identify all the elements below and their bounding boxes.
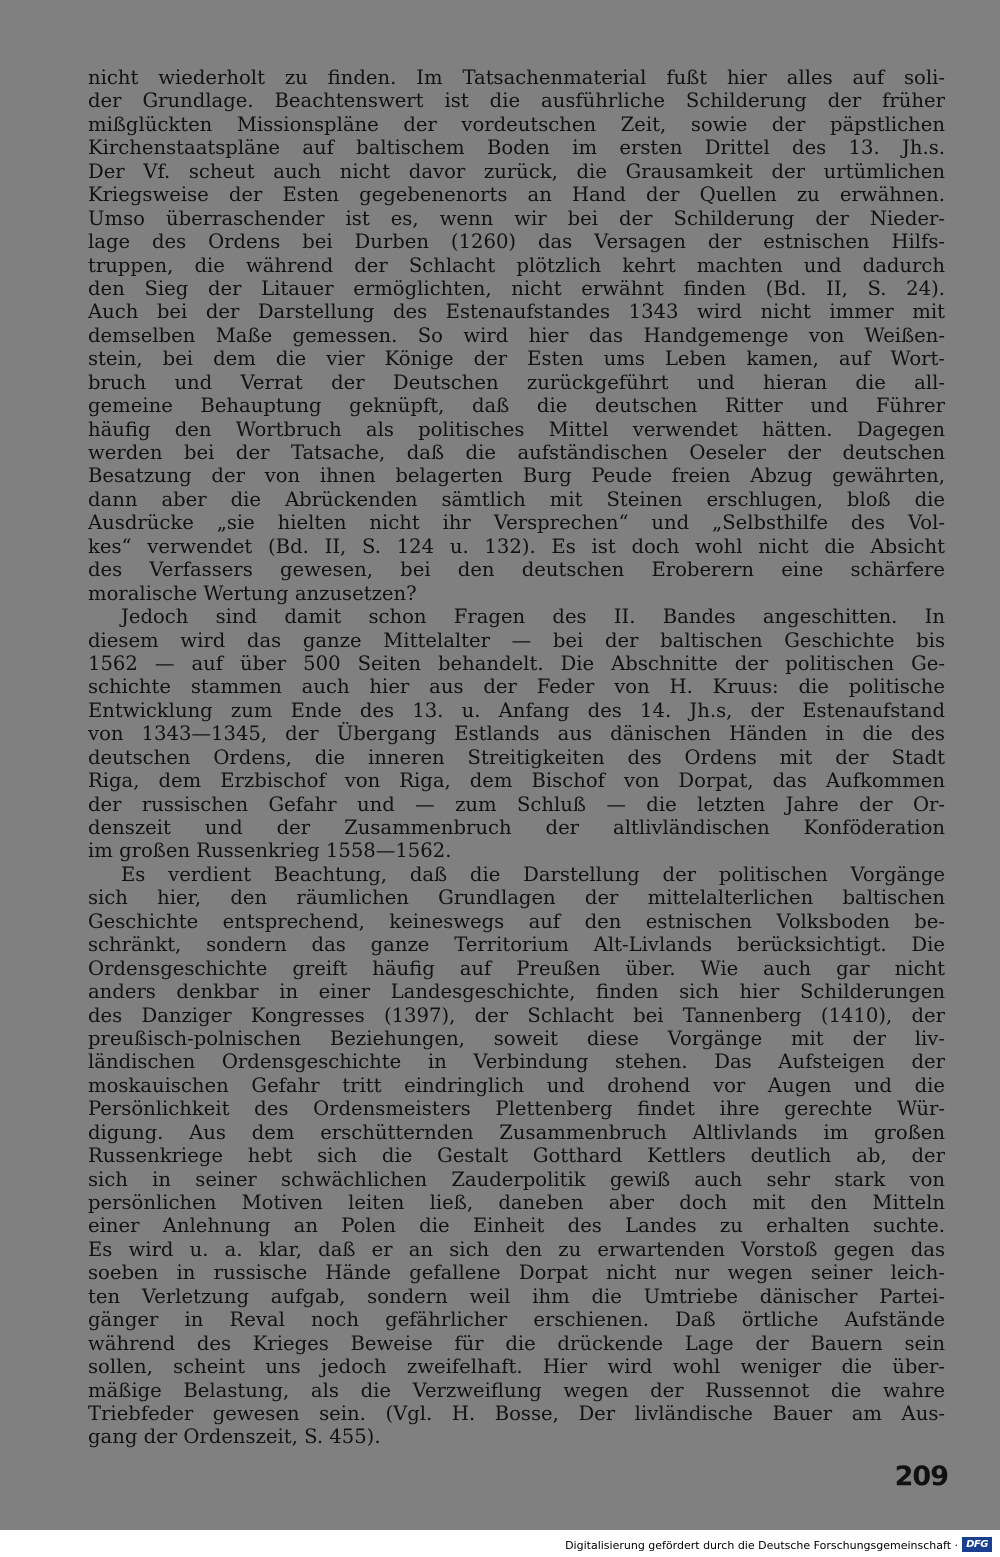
text-line: Der Vf. scheut auch nicht davor zurück, die Grausamkeit der urtümlichen (88, 159, 945, 183)
text-line: von 1343—1345, der Übergang Estlands aus dänischen Händen in die des (88, 722, 945, 746)
text-line: der Grundlage. Beachtenswert ist die ausführliche Schilderung der früher (88, 89, 945, 113)
text-line: Persönlichkeit des Ordensmeisters Plettenberg findet ihre gerechte Wür- (88, 1097, 945, 1121)
text-line: Ordensgeschichte greift häufig auf Preußen über. Wie auch gar nicht (88, 956, 945, 980)
text-line: preußisch-polnischen Beziehungen, soweit diese Vorgänge mit der liv- (88, 1026, 945, 1050)
text-line: ländischen Ordensgeschichte in Verbindung stehen. Das Aufsteigen der (88, 1050, 945, 1074)
text-line: sich in seiner schwächlichen Zauderpolitik gewiß auch sehr stark von (88, 1167, 945, 1191)
body-text (88, 66, 945, 1449)
text-line: moskauischen Gefahr tritt eindringlich und drohend vor Augen und die (88, 1073, 945, 1097)
text-line: moralische Wertung anzusetzen? (88, 581, 417, 605)
text-line: diesem wird das ganze Mittelalter — bei der baltischen Geschichte bis (88, 628, 945, 652)
text-line: nicht wiederholt zu finden. Im Tatsachenmaterial fußt hier alles auf soli- (88, 66, 945, 89)
dfg-logo-text: DFG (966, 1539, 988, 1550)
text-line: Russenkriege hebt sich die Gestalt Gotthard Kettlers deutlich ab, der (88, 1144, 945, 1168)
text-line: schichte stammen auch hier aus der Feder von H. Kruus: die politische (88, 675, 945, 699)
text-line: Kirchenstaatspläne auf baltischem Boden im ersten Drittel des 13. Jh.s. (88, 136, 945, 160)
text-line: lage des Ordens bei Durben (1260) das Versagen der estnischen Hilfs- (88, 230, 945, 254)
text-line: einer Anlehnung an Polen die Einheit des Landes zu erhalten suchte. (88, 1214, 945, 1238)
text-line: dann aber die Abrückenden sämtlich mit Steinen erschlugen, bloß die (88, 487, 945, 511)
dfg-logo (962, 1537, 992, 1552)
text-line: der russischen Gefahr und — zum Schluß — die letzten Jahre der Or- (88, 792, 945, 816)
footer-credit: Digitalisierung gefördert durch die Deutsche Forschungsgemeinschaft · (565, 1539, 958, 1552)
text-line: Geschichte entsprechend, keineswegs auf den estnischen Volksboden be- (88, 909, 945, 933)
text-line: gemeine Behauptung geknüpft, daß die deutschen Ritter und Führer (88, 394, 945, 418)
text-line: Es verdient Beachtung, daß die Darstellung der politischen Vorgänge (121, 862, 945, 886)
text-line: stein, bei dem die vier Könige der Esten ums Leben kamen, auf Wort- (88, 347, 945, 371)
text-line: sollen, scheint uns jedoch zweifelhaft. Hier wird wohl weniger die über- (88, 1355, 945, 1379)
text-line: persönlichen Motiven leiten ließ, daneben aber doch mit den Mitteln (88, 1191, 945, 1214)
text-line: häufig den Wortbruch als politisches Mittel verwendet hätten. Dagegen (88, 417, 945, 441)
text-line: bruch und Verrat der Deutschen zurückgeführt und hieran die all- (88, 370, 945, 394)
text-line: Besatzung der von ihnen belagerten Burg Peude freien Abzug gewährten, (88, 464, 945, 488)
text-line: Auch bei der Darstellung des Estenaufstandes 1343 wird nicht immer mit (88, 300, 945, 324)
text-line: demselben Maße gemessen. So wird hier das Handgemenge von Weißen- (88, 323, 945, 347)
text-line: anders denkbar in einer Landesgeschichte, finden sich hier Schilderungen (88, 980, 945, 1004)
text-line: des Verfassers gewesen, bei den deutschen Eroberern eine schärfere (88, 558, 945, 582)
text-line: werden bei der Tatsache, daß die aufständischen Oeseler der deutschen (88, 441, 945, 464)
text-line: gänger in Reval noch gefährlicher erschienen. Daß örtliche Aufstände (88, 1308, 945, 1332)
text-line: deutschen Ordens, die inneren Streitigkeiten des Ordens mit der Stadt (88, 745, 945, 769)
text-line: soeben in russische Hände gefallene Dorpat nicht nur wegen seiner leich- (88, 1261, 945, 1285)
text-line: Ausdrücke „sie hielten nicht ihr Versprechen“ und „Selbsthilfe des Vol- (88, 511, 945, 535)
text-line: schränkt, sondern das ganze Territorium Alt-Livlands berücksichtigt. Die (88, 933, 945, 957)
text-line: Riga, dem Erzbischof von Riga, dem Bischof von Dorpat, das Aufkommen (88, 769, 945, 793)
text-line: kes“ verwendet (Bd. II, S. 124 u. 132). Es ist doch wohl nicht die Absicht (88, 534, 945, 558)
text-line: Jedoch sind damit schon Fragen des II. Bandes angeschitten. In (121, 605, 945, 629)
text-line: Triebfeder gewesen sein. (Vgl. H. Bosse, Der livländische Bauer am Aus- (88, 1401, 945, 1425)
text-line: Es wird u. a. klar, daß er an sich den zu erwartenden Vorstoß gegen das (88, 1237, 945, 1261)
text-line: während des Krieges Beweise für die drückende Lage der Bauern sein (88, 1331, 945, 1355)
text-line: 1562 — auf über 500 Seiten behandelt. Die Abschnitte der politischen Ge- (88, 651, 945, 675)
text-line: digung. Aus dem erschütternden Zusammenbruch Altlivlands im großen (88, 1120, 945, 1144)
text-line: gang der Ordenszeit, S. 455). (88, 1425, 381, 1449)
text-line: Kriegsweise der Esten gegebenenorts an Hand der Quellen zu erwähnen. (88, 183, 945, 207)
page-number: 209 (894, 1461, 948, 1492)
text-line: mäßige Belastung, als die Verzweiflung wegen der Russennot die wahre (88, 1378, 945, 1402)
text-line: ten Verletzung aufgab, sondern weil ihm die Umtriebe dänischer Partei- (88, 1284, 945, 1308)
text-line: mißglückten Missionspläne der vordeutschen Zeit, sowie der päpstlichen (88, 112, 945, 136)
text-line: truppen, die während der Schlacht plötzlich kehrt machten und dadurch (88, 253, 945, 277)
text-line: denszeit und der Zusammenbruch der altlivländischen Konföderation (88, 816, 945, 839)
text-line: den Sieg der Litauer ermöglichten, nicht erwähnt finden (Bd. II, S. 24). (88, 276, 945, 300)
text-line: Entwicklung zum Ende des 13. u. Anfang des 14. Jh.s, der Estenaufstand (88, 698, 945, 722)
text-line: des Danziger Kongresses (1397), der Schlacht bei Tannenberg (1410), der (88, 1003, 945, 1027)
text-line: Umso überraschender ist es, wenn wir bei der Schilderung der Nieder- (88, 206, 945, 230)
text-line: im großen Russenkrieg 1558—1562. (88, 839, 452, 863)
text-line: sich hier, den räumlichen Grundlagen der mittelalterlichen baltischen (88, 886, 945, 910)
